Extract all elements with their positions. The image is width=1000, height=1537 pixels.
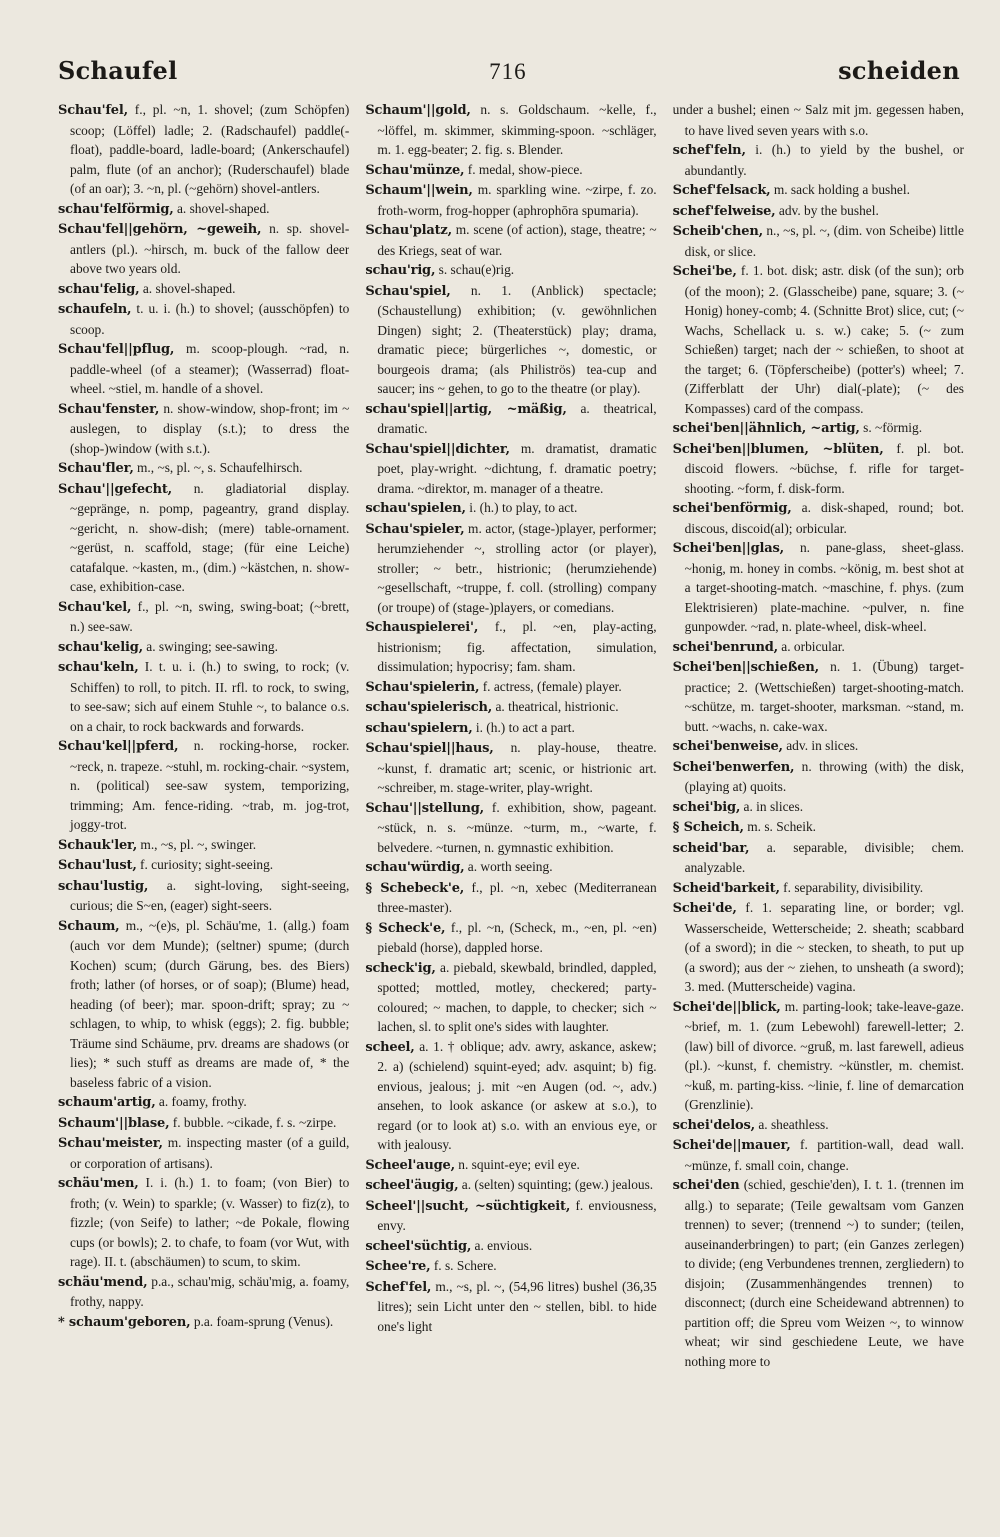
entry-definition: m., ~s, pl. ~, s. Schaufelhirsch. [137,460,303,475]
entry-definition: n. 1. (Übung) target-practice; 2. (Wettschießen) target-shooting-match. ~schütze, m. target-shooter, marksman. ~stand, m. butt. ~wachs, n. cake-wax. [684,659,964,734]
entry-definition: m., ~s, pl. ~, swinger. [140,836,257,852]
entry-headword: Schei'ben||glas, [672,541,784,556]
entry-definition: m., ~(e)s, pl. Schäu'me, 1. (allg.) foam (auch vor dem Munde); (seltner) spume; (durch Kochen) scum; (durch Gärung, bes. des Biers) froth; lather (of horses, or of soap); (Blume) head, heading (of beer); mar. spoon-drift; spray; zu ~ schlagen, to whip, to whisk (eggs); 2. fig. bubble; Träume sind Schäume, prv. dreams are shadows (or lies); * such stuff as dreams are made of, * the baseless fabric of a vision. [70,917,350,1090]
dictionary-entry [673,817,964,838]
entry-headword: Schau'spielerin, [365,679,480,695]
entry-definition: a. envious. [474,1237,533,1253]
entry-definition: f. curiosity; sight-seeing. [140,857,274,872]
entry-headword: Schau'kel||pferd, [58,739,179,754]
entry-definition: under a bushel; einen ~ Salz mit jm. gegessen haben, to have lived seven years with s.o. [672,102,964,138]
entry-headword: § Scheck'e, [365,920,446,936]
dictionary-entry [673,180,964,201]
dictionary-entry [365,1256,656,1277]
entry-headword: Schei'ben||schießen, [672,660,819,675]
dictionary-entry [365,878,656,918]
entry-definition: f. enviousness, envy. [377,1197,657,1233]
entry-definition: a. orbicular. [781,638,845,654]
dictionary-entry [58,1312,349,1333]
entry-headword: scheck'ig, [365,960,436,976]
dictionary-entry [58,657,349,736]
dictionary-entry [365,958,656,1037]
dictionary-entry [365,718,656,739]
entry-headword: Scheel'||sucht, ~süchtigkeit, [365,1198,571,1214]
entry-headword: Schau'fel||gehörn, ~geweih, [58,222,262,237]
entry-headword: Scheel'auge, [365,1157,455,1173]
dictionary-entry [58,637,349,658]
entry-definition: I. i. (h.) 1. to foam; (von Bier) to froth; (v. Wein) to sparkle; (v. Wasser) to fiz(z), to fizzle; (von Seife) to lather; ~de Pokale, flowing cups (or bowls); 2. to chafe, to foam (vor Wut, with rage). II. t. (abschäumen) to scum, to skim. [70,1175,350,1269]
entry-definition: m. s. Scheik. [747,819,817,834]
entry-headword: Schaum, [58,918,120,934]
entry-headword: Schee're, [365,1259,431,1274]
entry-headword: schäu'mend, [58,1274,148,1290]
dictionary-entry [673,1135,964,1175]
entry-headword: Schei'ben||blumen, ~blüten, [672,441,884,457]
entry-definition: n. rocking-horse, rocker. ~reck, n. trapeze. ~stuhl, m. rocking-chair. ~system, n. (political) see-saw system, temporizing, trimming; Am. fence-riding. ~trab, m. jog-trot, joggy-trot. [70,738,350,832]
page-header [58,56,960,92]
entry-definition: n. show-window, shop-front; im ~ auslegen, to display (s.t.); to dress the (shop-)window (with s.t.). [70,400,350,456]
entry-definition: a. theatrical, histrionic. [495,699,619,714]
entry-headword: Schau'||stellung, [365,800,484,816]
entry-headword: schei'den [672,1178,740,1193]
dictionary-entry [365,798,656,858]
entry-definition: (schied, geschie'den), I. t. 1. (trennen im allg.) to separate; (Teile gewaltsam vom Ganzen trennen) to sever; (trennend ~) to sunder; (teilen, auseinanderbringen) to part; (ein Ganzes zerlegen) to divide; (eng Verbundenes trennen, zergliedern) to disjoin; (Zusammenhängendes trennen) to disconnect; (durch eine Scheidewand abtrennen) to partition off; die Spreu vom Weizen ~, to winnow wheat; wir sind geschiedene Leute, we have nothing more to [684,1177,964,1369]
entry-definition: m. scene (of action), stage, theatre; ~ des Kriegs, seat of war. [377,222,657,258]
entry-headword: schei'ben||ähnlich, ~artig, [672,421,860,436]
entry-headword: Schauspielerei', [365,620,479,635]
dictionary-entry [673,1175,964,1371]
entry-definition: n. gladiatorial display. ~gepränge, n. pomp, pageantry, grand display. ~gericht, n. show-dish; (mere) table-ornament. ~gerüst, n. scaffold, stage; (für eine Leiche) catafalque. ~kasten, m., (dim.) ~kästchen, n. show-case, exhibition-case. [70,480,350,594]
entry-headword: Schau'kel, [58,599,132,615]
dictionary-entry [365,1175,656,1196]
dictionary-entry [365,1236,656,1257]
entry-definition: s. ~förmig. [863,420,923,435]
entry-headword: schei'big, [672,799,741,815]
entry-headword: schau'spielen, [365,501,466,516]
entry-definition: i. (h.) to yield by the bushel, or abundantly. [684,142,964,178]
entry-definition: f. actress, (female) player. [482,678,622,694]
entry-definition: f. partition-wall, dead wall. ~münze, f. small coin, change. [684,1137,964,1173]
entry-headword: schei'benförmig, [672,501,792,516]
entry-headword: Schau'fenster, [58,401,160,417]
header-left-guide-word: Schaufel [58,56,178,85]
entry-definition: a. piebald, skewbald, brindled, dappled, spotted; mottled, motley, checkered; party-coloured; ~ machen, to dapple, to checker; sich ~ lachen, sl. to split one's sides with laughter. [377,959,657,1034]
entry-headword: Schei'de||mauer, [672,1138,791,1153]
dictionary-entry [365,857,656,878]
entry-headword: schau'felig, [58,281,140,297]
header-right-guide-word: scheiden [838,56,960,85]
entry-definition: n. pane-glass, sheet-glass. ~honig, m. honey in combs. ~könig, m. best shot at a target-shooting-match. ~maschine, f. phys. (zum Elektrisieren) plate-machine. ~pulver, n. fine gunpowder. ~rad, n. plate-wheel, disk-wheel. [684,540,964,634]
entry-headword: Schei'be, [672,264,737,279]
dictionary-entry [58,1133,349,1173]
entry-definition: f. exhibition, show, pageant. ~stück, n. s. ~münze. ~turm, m., ~warte, f. belvedere. ~turnen, n. gymnastic exhibition. [377,799,657,855]
dictionary-entry [58,1092,349,1113]
dictionary-entry [673,201,964,222]
entry-definition: n. play-house, theatre. ~kunst, f. dramatic art; scenic, or histrionic art. ~schreiber, m. stage-writer, play-wright. [377,740,657,795]
entry-definition: a. foamy, frothy. [158,1094,247,1109]
dictionary-entry [365,918,656,958]
entry-headword: Schei'benwerfen, [672,759,795,775]
entry-headword: schau'würdig, [365,860,465,875]
entry-headword: Schau'fler, [58,461,134,476]
dictionary-entry [365,498,656,519]
dictionary-entry [673,657,964,736]
entry-headword: Schau'lust, [58,858,137,873]
entry-headword: scheid'bar, [672,840,750,856]
entry-headword: * schaum'geboren, [58,1314,191,1330]
entry-headword: schau'rig, [365,263,436,278]
dictionary-entry [365,697,656,718]
entry-definition: f. medal, show-piece. [467,161,583,177]
entry-headword: scheel'süchtig, [365,1238,472,1254]
entry-headword: schäu'men, [58,1176,139,1191]
entry-definition: adv. in slices. [786,738,859,753]
entry-definition: a. worth seeing. [467,859,553,874]
entry-definition: m. sparkling wine. ~zirpe, f. zo. froth-worm, frog-hopper (aphrophōra spumaria). [377,182,657,218]
entry-headword: Schei'de, [672,901,737,916]
entry-definition: n. sp. shovel-antlers (pl.). ~hirsch, m. buck of the fallow deer above two years old. [70,221,350,276]
entry-definition: a. (selten) squinting; (gew.) jealous. [461,1177,654,1192]
dictionary-entry [58,916,349,1093]
entry-headword: Schau'spieler, [365,521,465,537]
entry-headword: schei'delos, [672,1117,755,1133]
entry-headword: schau'spiel||artig, ~mäßig, [365,401,567,417]
dictionary-entry [365,738,656,798]
entry-headword: schef'feln, [672,143,746,158]
dictionary-entry [365,260,656,281]
entry-headword: schaufeln, [58,302,132,317]
entry-definition: n. squint-eye; evil eye. [458,1156,580,1172]
entry-headword: schau'lustig, [58,878,149,894]
dictionary-columns [58,100,964,1510]
entry-definition: m., ~s, pl. ~, (54,96 litres) bushel (36,35 litres); sein Licht unter den ~ stellen, bibl. to hide one's light [377,1278,657,1334]
dictionary-entry [673,997,964,1115]
entry-definition: f. s. Schere. [433,1258,497,1273]
dictionary-entry [673,898,964,997]
dictionary-entry [58,219,349,279]
entry-definition: f. bubble. ~cikade, f. s. ~zirpe. [172,1114,337,1130]
dictionary-entry [673,140,964,180]
entry-definition: f., pl. ~n, 1. shovel; (zum Schöpfen) scoop; (Löffel) ladle; 2. (Radschaufel) paddle(-float), paddle-board, ladle-board; (Ankerschaufel) palm, flute (of an anchor); (Ruderschaufel) blade (of an oar); 3. ~n, pl. (~gehörn) shovel-antlers. [70,102,350,196]
entry-headword: schei'benweise, [672,739,783,754]
entry-definition: n. 1. (Anblick) spectacle; (Schaustellung) exhibition; (v. gewöhnlichen Dingen) sight; 2. (Theaterstück) play; drama, dramatic piece; bürgerliches ~, domestic, or bourgeois drama; (als Philiströs) tea-cup and saucer; ins ~ gehen, to go to the theatre (or play). [377,282,657,396]
entry-headword: schau'kelig, [58,639,143,655]
entry-definition: f. 1. bot. disk; astr. disk (of the sun); orb (of the moon); 2. (Glasscheibe) pane, square; 3. (~ Honig) honey-comb; 4. (Schnitte Brot) slice, cut; (~ Wachs, Schellack u. s. w.) cake; 5. (~ zum Schießen) target; nach der ~ schießen, to shoot at the target; 6. (Töpferscheibe) (potter's) wheel; 7. (Zifferblatt der Uhr) dial(-plate); (~ des Kompasses) card of the compass. [684,263,964,416]
entry-definition: a. sight-loving, sight-seeing, curious; die S~en, (eager) sight-seers. [70,877,350,913]
dictionary-entry [365,180,656,220]
entry-headword: § Scheich, [672,820,744,835]
entry-headword: schaum'artig, [58,1095,156,1110]
entry-definition: s. schau(e)rig. [438,262,515,277]
entry-headword: Schau'spiel||dichter, [365,441,510,457]
entry-headword: Schaum'||gold, [365,103,471,118]
entry-headword: § Schebeck'e, [365,880,465,896]
dictionary-entry [673,100,964,140]
dictionary-entry [365,677,656,698]
dictionary-entry [58,835,349,856]
entry-headword: Schaum'||wein, [365,183,473,198]
entry-definition: m. parting-look; take-leave-gaze. ~brief, m. 1. (zum Lebewohl) farewell-letter; 2. (law) bill of divorce. ~gruß, m. last farewell, adieus (pl.). ~kunst, f. chemistry. ~künstler, m. chemist. ~kuß, m. parting-kiss. ~linie, f. line of demarcation (Grenzlinie). [684,998,964,1112]
dictionary-entry [58,100,349,199]
dictionary-entry [365,160,656,181]
dictionary-entry [673,221,964,261]
entry-definition: f., pl. ~n, (Scheck, m., ~en, pl. ~en) piebald (horse), dappled horse. [377,919,657,955]
dictionary-entry [673,637,964,658]
entry-headword: Schef'felsack, [672,183,771,198]
entry-headword: scheel, [365,1039,415,1055]
dictionary-entry [673,1115,964,1136]
dictionary-entry [58,1272,349,1312]
entry-headword: schau'spielerisch, [365,700,493,715]
entry-headword: schau'spielern, [365,720,473,736]
entry-headword: Schau'fel||pflug, [58,342,175,357]
entry-definition: m. actor, (stage-)player, performer; herumziehender ~, strolling actor (or player), stroller; ~ betr., histrionic; (herumziehende) ~gesellschaft, ~truppe, f. coll. (strolling) company (or troupe) of (stage-)players, or comedians. [377,520,657,615]
dictionary-entry [58,458,349,479]
dictionary-entry [673,498,964,538]
dictionary-entry [365,617,656,677]
entry-definition: m. dramatist, dramatic poet, play-wright. ~dichtung, f. dramatic poetry; drama. ~direktor, m. manager of a theatre. [377,440,657,496]
entry-definition: i. (h.) to play, to act. [469,500,578,515]
dictionary-entry [365,1277,656,1337]
entry-definition: m. sack holding a bushel. [773,182,910,197]
entry-headword: Schau'münze, [365,162,465,178]
entry-definition: a. 1. † oblique; adv. awry, askance, askew; 2. a) (schielend) squint-eyed; adv. asquint; b) fig. envious, jealous; j. mit ~en Augen (od. ~, adv.) ansehen, to look askance (or askew at s.o.), to regard (or to look at) s.o. with an envious eye, or with jealousy. [377,1038,657,1152]
dictionary-entry [58,855,349,876]
entry-definition: a. theatrical, dramatic. [377,400,657,436]
dictionary-entry [673,736,964,757]
dictionary-entry [58,479,349,597]
entry-headword: Schau'fel, [58,103,128,118]
dictionary-entry [58,876,349,916]
dictionary-entry [365,1196,656,1236]
entry-definition: m. scoop-plough. ~rad, n. paddle-wheel (of a steamer); (Wasserrad) float-wheel. ~stiel, m. handle of a shovel. [70,341,350,396]
dictionary-entry [673,838,964,878]
entry-definition: a. sheathless. [758,1116,829,1132]
entry-definition: a. shovel-shaped. [176,200,270,216]
entry-definition: t. u. i. (h.) to shovel; (ausschöpfen) to scoop. [70,301,350,337]
dictionary-entry [365,1155,656,1176]
dictionary-entry [58,279,349,300]
entry-headword: Scheib'chen, [672,224,763,239]
entry-headword: Schef'fel, [365,1279,432,1295]
entry-definition: a. shovel-shaped. [142,280,236,296]
dictionary-entry [365,220,656,260]
entry-definition: a. disk-shaped, round; bot. discous, discoid(al); orbicular. [684,500,964,536]
dictionary-entry [673,439,964,499]
dictionary-entry [673,797,964,818]
dictionary-entry [58,299,349,339]
entry-definition: adv. by the bushel. [778,202,879,218]
entry-headword: Schei'de||blick, [672,999,781,1015]
entry-headword: Schau'platz, [365,223,452,238]
column-3 [673,100,964,1510]
entry-headword: Schauk'ler, [58,837,138,853]
entry-definition: I. t. u. i. (h.) to swing, to rock; (v. Schiffen) to roll, to pitch. II. rfl. to rock, to swing, to see-saw; sich auf einem Stuhle ~, to balance o.s. on a chair, to rock backwards and forwards. [70,659,350,734]
entry-definition: p.a., schau'mig, schäu'mig, a. foamy, frothy, nappy. [70,1273,350,1309]
entry-headword: scheel'äugig, [365,1178,459,1193]
entry-definition: f., pl. ~en, play-acting, histrionism; fig. affectation, simulation, dissimulation; hypocrisy; fam. sham. [377,619,657,674]
entry-definition: p.a. foam-sprung (Venus). [193,1313,334,1329]
entry-definition: m. inspecting master (of a guild, or corporation of artisans). [70,1135,350,1171]
dictionary-entry [673,757,964,797]
entry-definition: f., pl. ~n, xebec (Mediterranean three-master). [377,879,657,915]
page-number: 716 [489,59,527,84]
column-1 [58,100,349,1510]
entry-headword: schef'felweise, [672,203,776,219]
dictionary-entry [58,736,349,835]
dictionary-entry [58,199,349,220]
entry-headword: Schau'spiel||haus, [365,741,494,756]
dictionary-entry [673,878,964,899]
entry-headword: schau'keln, [58,660,139,675]
entry-headword: Schaum'||blase, [58,1115,170,1131]
entry-definition: f. pl. bot. discoid flowers. ~büchse, f. rifle for target-shooting. ~form, f. disk-form. [684,440,964,496]
entry-headword: Schau'meister, [58,1136,163,1151]
entry-headword: schau'felförmig, [58,201,174,217]
dictionary-entry [365,281,656,399]
entry-headword: Scheid'barkeit, [672,880,780,896]
column-2 [365,100,656,1510]
entry-definition: n. s. Goldschaum. ~kelle, f., ~löffel, m. skimmer, skimming-spoon. ~schläger, m. 1. egg-beater; 2. fig. s. Blender. [377,102,657,157]
entry-definition: n., ~s, pl. ~, (dim. von Scheibe) little disk, or slice. [684,223,964,259]
entry-definition: a. in slices. [743,798,804,814]
dictionary-entry [58,1113,349,1134]
dictionary-entry [673,261,964,418]
dictionary-entry [673,538,964,637]
dictionary-entry [58,399,349,459]
entry-definition: i. (h.) to act a part. [475,719,575,735]
dictionary-entry [365,519,656,618]
dictionary-entry [58,339,349,399]
dictionary-entry [365,100,656,160]
entry-definition: a. swinging; see-sawing. [146,638,278,654]
dictionary-entry [58,597,349,637]
entry-headword: schei'benrund, [672,639,778,655]
entry-definition: f. 1. separating line, or border; vgl. Wasserscheide, Wetterscheide; 2. sheath; scabbard (of a sword); in die ~ stecken, to sheath, to put up (a sword); aus der ~ ziehen, to unsheath (a sword); 3. med. (Mutterscheide) vagina. [684,900,964,994]
dictionary-entry [58,1173,349,1272]
entry-headword: Schau'||gefecht, [58,481,172,497]
dictionary-entry [365,1037,656,1155]
entry-definition: n. throwing (with) the disk, (playing at) quoits. [684,758,964,794]
entry-definition: f. separability, divisibility. [783,879,924,895]
entry-definition: f., pl. ~n, swing, swing-boat; (~brett, n.) see-saw. [70,598,350,634]
entry-definition: a. separable, divisible; chem. analyzable. [684,839,964,875]
dictionary-entry [365,439,656,499]
dictionary-entry [673,418,964,439]
dictionary-entry [365,399,656,439]
entry-headword: Schau'spiel, [365,283,451,299]
